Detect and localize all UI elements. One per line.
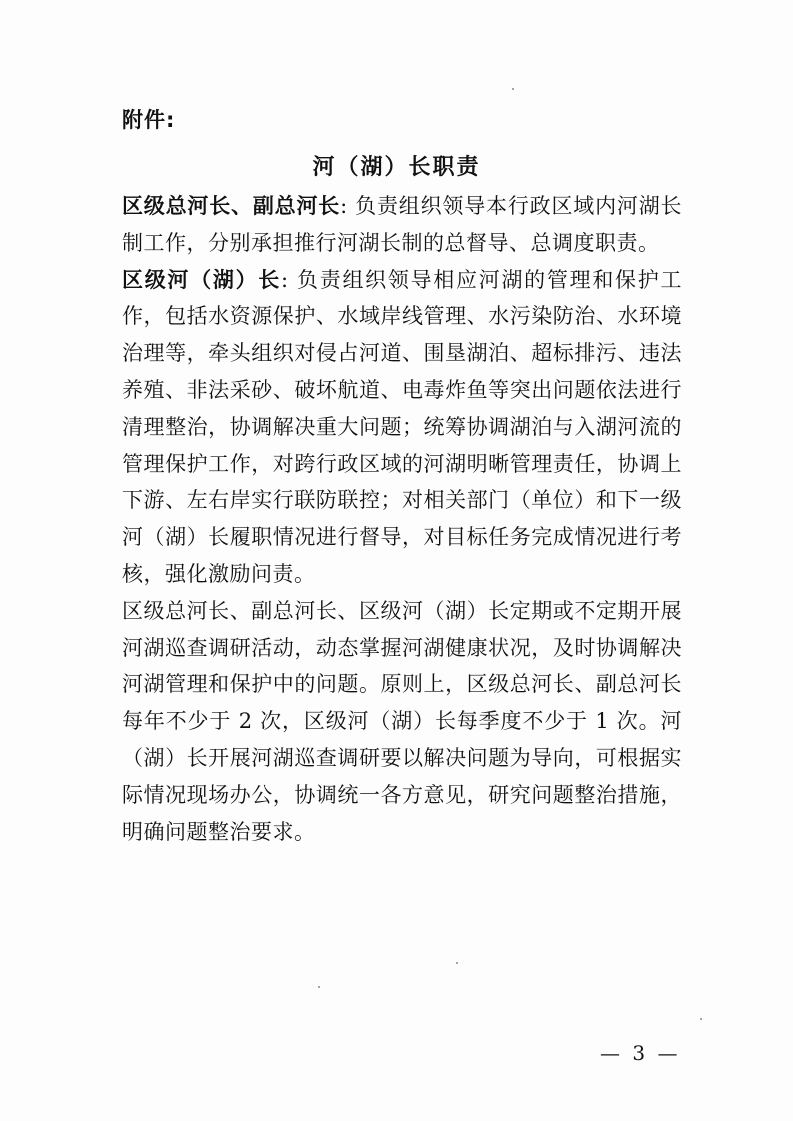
scan-speck xyxy=(456,962,458,964)
scan-speck xyxy=(318,986,320,988)
paragraph-lead: 区级总河长、副总河长 xyxy=(122,194,341,218)
paragraph-district-chief-duties xyxy=(122,262,682,593)
paragraph-inspection xyxy=(122,593,682,851)
page-number: — 3 — xyxy=(600,1041,681,1065)
attachment-label: 附件: xyxy=(122,108,176,132)
paragraph-text: : 负责组织领导本行政区域内河湖长制工作，分别承担推行河湖长制的总督导、总调度职责。 xyxy=(122,194,683,255)
scan-speck xyxy=(512,88,514,90)
document-body xyxy=(122,188,682,850)
document-title: 河（湖）长职责 xyxy=(312,155,481,180)
paragraph-lead: 区级河（湖）长 xyxy=(122,267,282,292)
paragraph-chief-duties xyxy=(122,188,682,262)
paragraph-text: : 负责组织领导相应河湖的管理和保护工作，包括水资源保护、水域岸线管理、水污染防治、水环境治理等，牵头组织对侵占河道、围垦湖泊、超标排污、违法养殖、非法采砂、破坏航道、电毒炸鱼等突出问题依法进行清理整治，协调解决重大问题；统筹协调湖泊与入湖河流的管理保护工作，对跨行政区域的河湖明晰管理责任，协调上下游、左右岸实行联防联控；对相关部门（单位）和下一级河（湖）长履职情况进行督导，对目标任务完成情况进行考核，强化激励问责。 xyxy=(122,267,682,586)
scan-speck xyxy=(700,1018,702,1020)
paragraph-text: 区级总河长、副总河长、区级河（湖）长定期或不定期开展河湖巡查调研活动，动态掌握河湖健康状况，及时协调解决河湖管理和保护中的问题。原则上，区级总河长、副总河长每年不少于 2 次，区级河（湖）长每季度不少于 1 次。河（湖）长开展河湖巡查调研要以解决问题为导向，可根据实际情况现场办公，协调统一各方意见，研究问题整治措施，明确问题整治要求。 xyxy=(122,598,682,844)
